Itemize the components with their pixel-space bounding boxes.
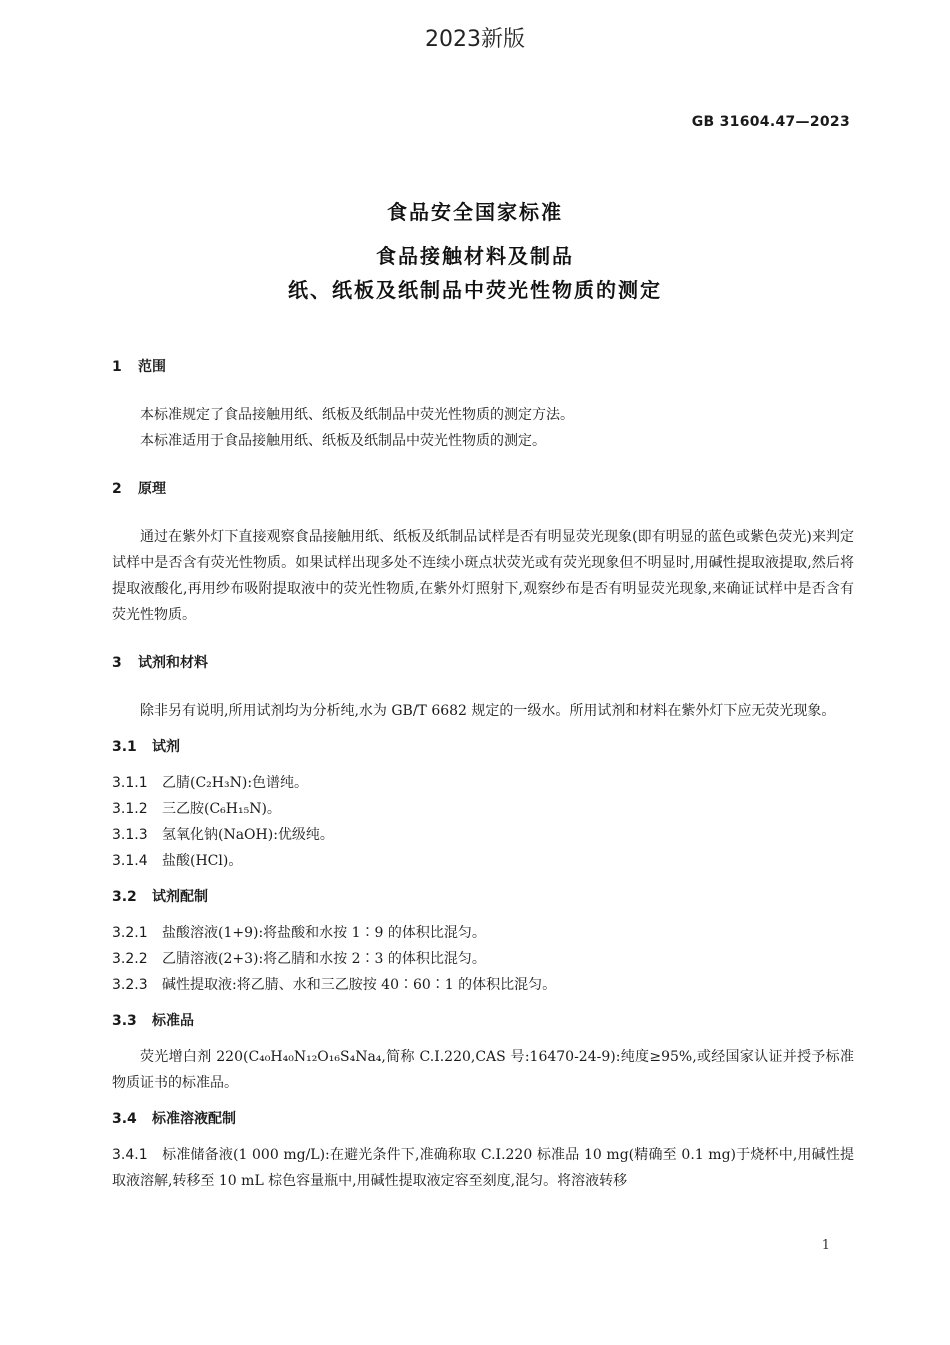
section-number: 1 <box>112 359 122 375</box>
section-heading-reagents <box>112 650 854 676</box>
paragraph: 本标准规定了食品接触用纸、纸板及纸制品中荧光性物质的测定方法。 <box>140 407 574 423</box>
item-number: 3.2.1 <box>112 925 148 941</box>
list-item <box>112 796 854 822</box>
list-item <box>112 946 854 972</box>
section-number: 3 <box>112 655 122 671</box>
title-line-2: 食品接触材料及制品 <box>376 244 574 268</box>
paragraph: 除非另有说明,所用试剂均为分析纯,水为 GB/T 6682 规定的一级水。所用试剂和材料在紫外灯下应无荧光现象。 <box>140 703 836 719</box>
item-number: 3.4.1 <box>112 1147 148 1163</box>
paragraph: 通过在紫外灯下直接观察食品接触用纸、纸板及纸制品试样是否有明显荧光现象(即有明显的蓝色或紫色荧光)来判定试样中是否含有荧光性物质。如果试样出现多处不连续小斑点状荧光或有荧光现象但不明显时,用碱性提取液提取,然后将提取液酸化,再用纱布吸附提取液中的荧光性物质,在紫外灯照射下,观察纱布是否有明显荧光现象,来确证试样中是否含有荧光性物质。 <box>112 529 854 623</box>
section-title: 范围 <box>138 359 166 375</box>
subsection-number: 3.2 <box>112 889 137 905</box>
subsection-heading-reagents <box>112 734 854 760</box>
document-body <box>112 354 854 1194</box>
section-heading-principle <box>112 476 854 502</box>
document-title <box>0 196 950 307</box>
item-text: 标准储备液(1 000 mg/L):在避光条件下,准确称取 C.I.220 标准品 10 mg(精确至 0.1 mg)于烧杯中,用碱性提取液溶解,转移至 10 mL 棕色容量瓶中,用碱性提取液定容至刻度,混匀。将溶液转移 <box>112 1147 854 1189</box>
standard-code: GB 31604.47—2023 <box>691 114 850 130</box>
list-item <box>112 848 854 874</box>
list-item <box>112 822 854 848</box>
subsection-heading-standard-solution <box>112 1106 854 1132</box>
paragraph: 荧光增白剂 220(C₄₀H₄₀N₁₂O₁₆S₄Na₄,简称 C.I.220,CAS 号:16470-24-9):纯度≥95%,或经国家认证并授予标准物质证书的标准品。 <box>112 1049 854 1091</box>
subsection-heading-preparation <box>112 884 854 910</box>
paragraph: 本标准适用于食品接触用纸、纸板及纸制品中荧光性物质的测定。 <box>140 433 546 449</box>
list-item <box>112 972 854 998</box>
item-number: 3.1.4 <box>112 853 148 869</box>
item-text: 乙腈溶液(2+3):将乙腈和水按 2∶3 的体积比混匀。 <box>162 951 486 967</box>
item-text: 盐酸(HCl)。 <box>162 853 243 869</box>
item-number: 3.1.2 <box>112 801 148 817</box>
edition-banner: 2023新版 <box>425 27 525 52</box>
list-item <box>112 1142 854 1194</box>
item-number: 3.2.2 <box>112 951 148 967</box>
subsection-title: 标准品 <box>152 1013 194 1029</box>
item-number: 3.1.1 <box>112 775 148 791</box>
subsection-number: 3.3 <box>112 1013 137 1029</box>
item-number: 3.2.3 <box>112 977 148 993</box>
section-number: 2 <box>112 481 122 497</box>
section-title: 原理 <box>138 481 166 497</box>
subsection-title: 标准溶液配制 <box>152 1111 236 1127</box>
section-heading-scope <box>112 354 854 380</box>
item-text: 乙腈(C₂H₃N):色谱纯。 <box>162 775 309 791</box>
title-line-3: 纸、纸板及纸制品中荧光性物质的测定 <box>288 278 662 302</box>
list-item <box>112 770 854 796</box>
section-title: 试剂和材料 <box>138 655 208 671</box>
list-item <box>112 920 854 946</box>
page-number: 1 <box>821 1238 830 1253</box>
title-line-1: 食品安全国家标准 <box>387 200 563 224</box>
subsection-title: 试剂 <box>152 739 180 755</box>
item-text: 三乙胺(C₆H₁₅N)。 <box>162 801 281 817</box>
item-text: 碱性提取液:将乙腈、水和三乙胺按 40∶60∶1 的体积比混匀。 <box>162 977 557 993</box>
subsection-number: 3.4 <box>112 1111 137 1127</box>
item-number: 3.1.3 <box>112 827 148 843</box>
subsection-number: 3.1 <box>112 739 137 755</box>
subsection-heading-standard <box>112 1008 854 1034</box>
item-text: 盐酸溶液(1+9):将盐酸和水按 1∶9 的体积比混匀。 <box>162 925 486 941</box>
item-text: 氢氧化钠(NaOH):优级纯。 <box>162 827 334 843</box>
subsection-title: 试剂配制 <box>152 889 208 905</box>
